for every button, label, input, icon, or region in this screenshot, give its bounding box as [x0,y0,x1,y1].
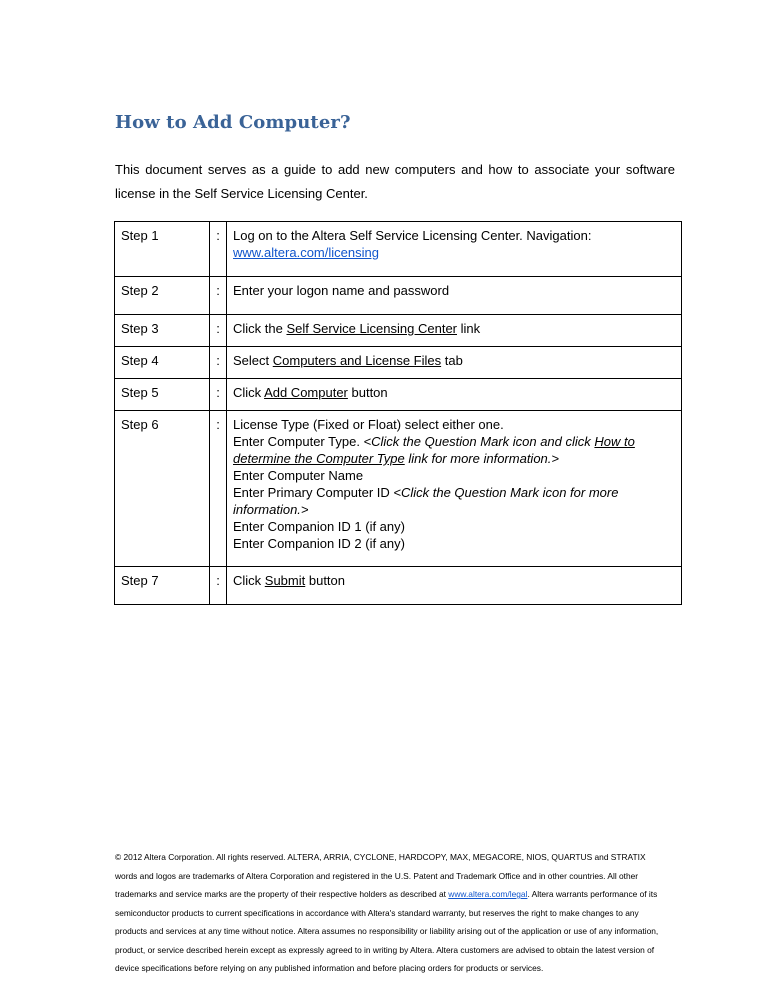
page-title: How to Add Computer? [115,112,351,133]
step-label: Step 2 [115,277,210,315]
legal-link[interactable]: www.altera.com/legal [448,889,528,899]
add-computer-button-text: Add Computer [264,385,348,400]
step-text: Enter Companion ID 2 (if any) [233,536,405,551]
step-description [227,347,682,379]
step-label: Step 7 [115,567,210,605]
step-separator: : [210,347,227,379]
step-text: button [305,573,346,588]
footer-text: . Altera warrants performance of its semiconductor products to current specifications in accordance with Altera's standard warranty, but reserves the right to make changes to any products and services at any time without notice. Altera assumes no responsibility or liability arising out of the application or use of any information, product, or service described herein except as expressly agreed to in writing by Altera. Altera customers are advised to obtain the latest version of device specifications before relying on any published information and before placing orders for products or services. [115,889,659,973]
step-separator: : [210,411,227,567]
self-service-licensing-center-link-text: Self Service Licensing Center [286,321,457,336]
step-text: button [347,385,388,400]
table-row [115,222,682,277]
step-label: Step 6 [115,411,210,567]
steps-table [114,221,682,605]
step-description: Enter your logon name and password [227,277,682,315]
step-separator: : [210,222,227,277]
step-label: Step 1 [115,222,210,277]
table-row [115,379,682,411]
step-text: Enter Primary Computer ID [233,485,394,500]
intro-paragraph: This document serves as a guide to add new computers and how to associate your software license in the Self Service Licensing Center. [115,162,675,201]
step-text: Click [233,573,265,588]
table-row [115,411,682,567]
footer-text: © 2012 Altera Corporation. All rights reserved. ALTERA, ARRIA, CYCLONE, HARDCOPY, MAX, MEGACORE, NIOS, QUARTUS and STRATIX words and logos are trademarks of Altera Corporation and registered in the U.S. Patent and Trademark Office and in other countries. All other trademarks and service marks are the property of their respective holders as described at [115,852,646,899]
computer-type-link-text: How to determine the Computer Type [233,434,635,466]
step-note: <Click the Question Mark icon and click [363,434,595,449]
step-text: Enter Computer Type. [233,434,364,449]
step-description [227,222,682,277]
step-note: <Click the Question Mark icon for more information.> [233,485,619,517]
step-label: Step 4 [115,347,210,379]
table-row [115,567,682,605]
step-description [227,567,682,605]
step-note: link for more information.> [404,451,559,466]
step-separator: : [210,567,227,605]
step-text: Enter Computer Name [233,468,364,483]
step-text: Click [233,385,265,400]
submit-button-text: Submit [264,573,306,588]
step-text: License Type (Fixed or Float) select either one. [233,417,504,432]
table-row [115,347,682,379]
step-label: Step 3 [115,315,210,347]
step-text: link [457,321,481,336]
computers-tab-text: Computers and License Files [272,353,442,368]
step-description [227,315,682,347]
step-separator: : [210,379,227,411]
step-separator: : [210,315,227,347]
step-description [227,411,682,567]
step-separator: : [210,277,227,315]
table-row [115,315,682,347]
licensing-link[interactable]: www.altera.com/licensing [233,245,379,260]
step-text: Select [233,353,273,368]
step-label: Step 5 [115,379,210,411]
copyright-footer [115,848,660,978]
step-description [227,379,682,411]
step-text: Click the [233,321,287,336]
step-text: tab [441,353,463,368]
table-row [115,277,682,315]
step-text: Enter Companion ID 1 (if any) [233,519,405,534]
step-text: Log on to the Altera Self Service Licensing Center. Navigation: [233,228,592,243]
